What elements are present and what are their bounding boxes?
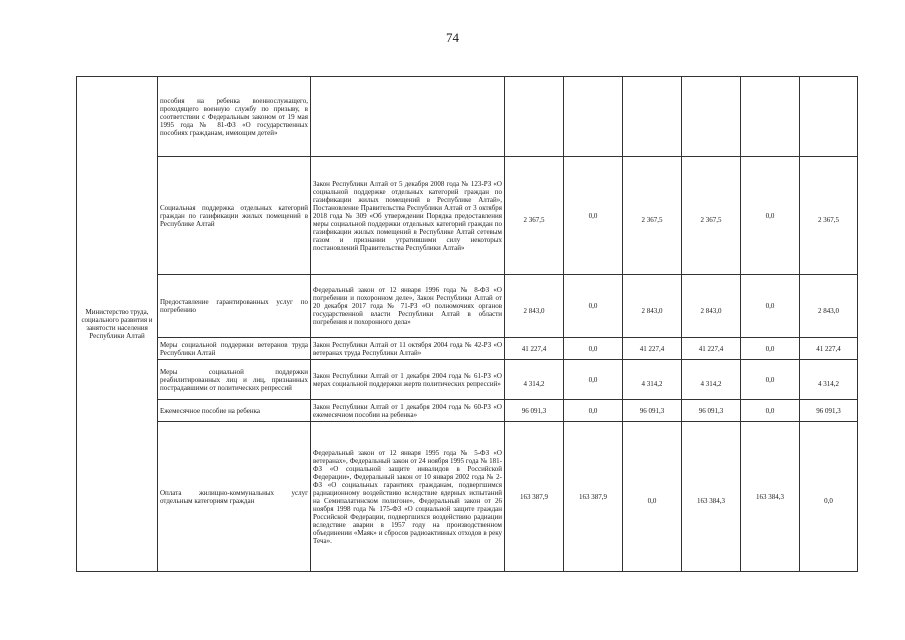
value-cell: 2 843,0	[623, 275, 682, 338]
value-cell: 4 314,2	[800, 360, 858, 400]
value-cell: 0,0	[800, 422, 858, 572]
value-cell	[800, 77, 858, 157]
value-cell: 2 367,5	[800, 157, 858, 275]
law-cell: Федеральный закон от 12 января 1996 года № 8-ФЗ «О погребении и похоронном деле», Закон Республики Алтай от 20 декабря 2017 года № 71-РЗ «О полномочиях органов государственной власти Республики Алтай в области погребения и похоронного дела»	[311, 275, 505, 338]
value-cell: 2 843,0	[505, 275, 564, 338]
value-cell: 41 227,4	[800, 338, 858, 360]
value-cell: 0,0	[564, 400, 623, 422]
value-cell	[741, 77, 800, 157]
page-number: 74	[446, 30, 459, 45]
value-cell: 0,0	[564, 338, 623, 360]
measure-cell: Меры социальной поддержки ветеранов труда Республики Алтай	[158, 338, 311, 360]
value-cell: 4 314,2	[623, 360, 682, 400]
measure-cell: Социальная поддержка отдельных категорий граждан по газификации жилых помещений в Республике Алтай	[158, 157, 311, 275]
law-cell: Закон Республики Алтай от 1 декабря 2004 года № 61-РЗ «О мерах социальной поддержки жертв политических репрессий»	[311, 360, 505, 400]
table-row	[77, 77, 858, 157]
value-cell	[623, 77, 682, 157]
value-cell: 163 384,3	[682, 422, 741, 572]
value-cell: 4 314,2	[682, 360, 741, 400]
table-row	[77, 360, 858, 400]
value-cell	[564, 77, 623, 157]
value-cell: 0,0	[564, 360, 623, 400]
measure-cell: Предоставление гарантированных услуг по погребению	[158, 275, 311, 338]
table-row	[77, 338, 858, 360]
value-cell: 163 387,9	[564, 422, 623, 572]
value-cell: 0,0	[741, 275, 800, 338]
value-cell: 2 843,0	[800, 275, 858, 338]
value-cell: 0,0	[741, 338, 800, 360]
value-cell: 96 091,3	[505, 400, 564, 422]
value-cell: 41 227,4	[623, 338, 682, 360]
value-cell: 2 843,0	[682, 275, 741, 338]
measure-cell: Оплата жилищно-коммунальных услуг отдельным категориям граждан	[158, 422, 311, 572]
law-cell: Закон Республики Алтай от 1 декабря 2004 года № 60-РЗ «О ежемесячном пособии на ребенка»	[311, 400, 505, 422]
law-cell: Закон Республики Алтай от 11 октября 2004 года № 42-РЗ «О ветеранах труда Республики Алтай»	[311, 338, 505, 360]
measure-cell: пособия на ребенка военнослужащего, проходящего военную службу по призыву, в соответствии с Федеральным законом от 19 мая 1995 года № 81-ФЗ «О государственных пособиях гражданам, имеющим детей»	[158, 77, 311, 157]
value-cell: 96 091,3	[682, 400, 741, 422]
value-cell: 41 227,4	[505, 338, 564, 360]
budget-table	[76, 76, 858, 572]
value-cell: 96 091,3	[623, 400, 682, 422]
measure-cell: Меры социальной поддержки реабилитированных лиц и лиц, признанных пострадавшими от политических репрессий	[158, 360, 311, 400]
value-cell: 4 314,2	[505, 360, 564, 400]
value-cell: 2 367,5	[682, 157, 741, 275]
law-cell: Закон Республики Алтай от 5 декабря 2008 года № 123-РЗ «О социальной поддержке отдельных категорий граждан по газификации жилых помещений в Республике Алтай», Постановление Правительства Республики Алтай от 3 октября 2018 года № 309 «Об утверждении Порядка предоставления меры социальной поддержки отдельных категорий граждан по газификации жилых помещений в Республике Алтай сетевым газом и признании утратившими силу некоторых постановлений Правительства Республики Алтай»	[311, 157, 505, 275]
ministry-cell: Министерство труда, социального развития и занятости населения Республики Алтай	[77, 77, 158, 572]
table-row	[77, 400, 858, 422]
value-cell: 0,0	[741, 157, 800, 275]
value-cell: 2 367,5	[505, 157, 564, 275]
value-cell: 96 091,3	[800, 400, 858, 422]
value-cell: 0,0	[741, 360, 800, 400]
table-row	[77, 422, 858, 572]
value-cell: 0,0	[564, 275, 623, 338]
value-cell: 163 384,3	[741, 422, 800, 572]
value-cell: 163 387,9	[505, 422, 564, 572]
value-cell: 2 367,5	[623, 157, 682, 275]
value-cell	[505, 77, 564, 157]
law-cell	[311, 77, 505, 157]
table-row	[77, 157, 858, 275]
measure-cell: Ежемесячное пособие на ребенка	[158, 400, 311, 422]
table-row	[77, 275, 858, 338]
law-cell: Федеральный закон от 12 января 1995 года № 5-ФЗ «О ветеранах», Федеральный закон от 24 ноября 1995 года № 181-ФЗ «О социальной защите инвалидов в Российской Федерации», Федеральный закон от 10 января 2002 года № 2-ФЗ «О социальных гарантиях гражданам, подвергшимся радиационному воздействию вследствие ядерных испытаний на Семипалатинском полигоне», Федеральный закон от 26 ноября 1998 года № 175-ФЗ «О социальной защите граждан Российской Федерации, подвергшихся воздействию радиации вследствие аварии в 1957 году на производственном объединении «Маяк» и сбросов радиоактивных отходов в реку Теча».	[311, 422, 505, 572]
value-cell: 0,0	[623, 422, 682, 572]
value-cell: 0,0	[741, 400, 800, 422]
value-cell	[682, 77, 741, 157]
value-cell: 0,0	[564, 157, 623, 275]
value-cell: 41 227,4	[682, 338, 741, 360]
